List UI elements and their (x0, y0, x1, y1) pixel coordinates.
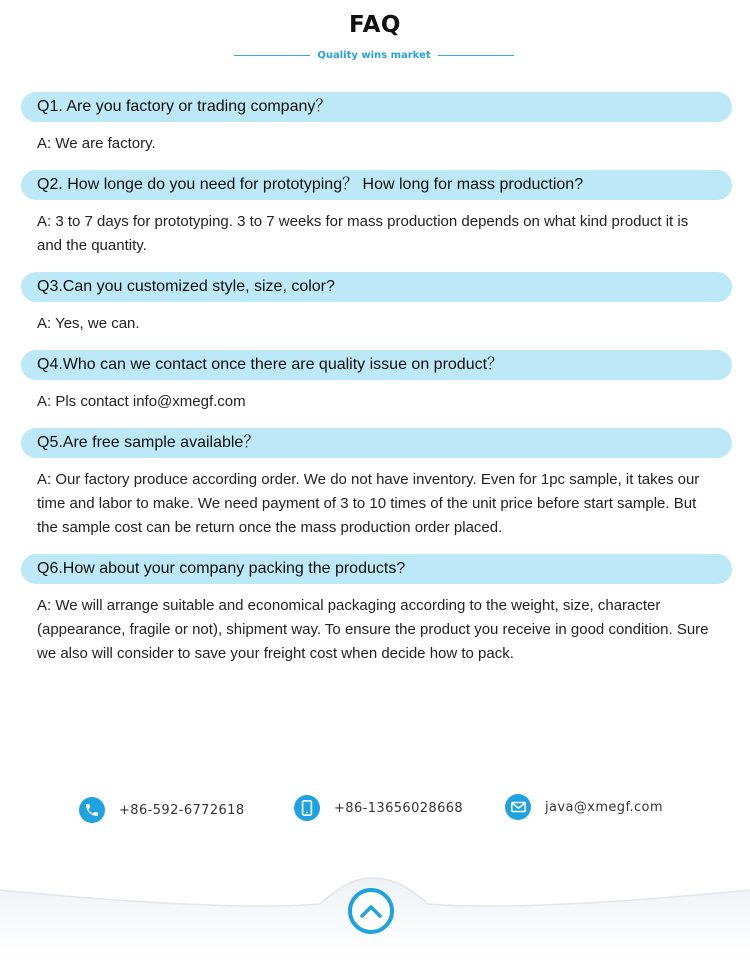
phone-icon (79, 797, 105, 823)
faq-answer: A: 3 to 7 days for prototyping. 3 to 7 weeks for mass production depends on what kind product it is and the quantity. (37, 213, 689, 254)
faq-item-6 (21, 554, 732, 666)
divider-right (438, 55, 514, 56)
faq-question: Q3.Can you customized style, size, color? (21, 272, 732, 302)
contact-email[interactable] (505, 794, 663, 820)
faq-question: Q5.Are free sample available？ (21, 428, 732, 458)
faq-header (0, 0, 750, 70)
subtitle-row (234, 47, 514, 63)
faq-question: Q2. How longe do you need for prototyping？ How long for mass production? (21, 170, 732, 200)
faq-question: Q1. Are you factory or trading company？ (21, 92, 732, 122)
faq-list (21, 92, 732, 666)
contact-bar (0, 797, 750, 827)
email-icon (505, 794, 531, 820)
back-to-top-button[interactable] (348, 888, 394, 934)
faq-item-1 (21, 92, 732, 156)
faq-answer: A: Pls contact info@xmegf.com (37, 393, 246, 410)
faq-item-2 (21, 170, 732, 258)
faq-answer: A: Our factory produce according order. We do not have inventory. Even for 1pc sample, it takes our time and labor to make. We need payment of 3 to 10 times of the unit price before start sample. But the sample cost can be return once the mass production order placed. (37, 471, 700, 536)
faq-question: Q6.How about your company packing the products? (21, 554, 732, 584)
email-address: java@xmegf.com (545, 799, 663, 815)
chevron-up-icon (360, 904, 382, 918)
faq-question: Q4.Who can we contact once there are quality issue on product？ (21, 350, 732, 380)
faq-item-3 (21, 272, 732, 336)
faq-answer: A: We will arrange suitable and economical packaging according to the weight, size, character (appearance, fragile or not), shipment way. To ensure the product you receive in good condition. Sure we also will consider to save your freight cost when decide how to pack. (37, 597, 709, 662)
phone-number: +86-592-6772618 (119, 802, 245, 818)
faq-answer: A: We are factory. (37, 135, 156, 152)
faq-answer: A: Yes, we can. (37, 315, 140, 332)
mobile-icon (294, 795, 320, 821)
faq-item-4 (21, 350, 732, 414)
contact-mobile[interactable] (294, 795, 463, 821)
mobile-number: +86-13656028668 (334, 800, 464, 816)
faq-item-5 (21, 428, 732, 540)
page-title: FAQ (349, 12, 401, 38)
divider-left (234, 55, 310, 56)
contact-phone[interactable] (79, 797, 245, 823)
page-subtitle: Quality wins market (317, 49, 431, 61)
